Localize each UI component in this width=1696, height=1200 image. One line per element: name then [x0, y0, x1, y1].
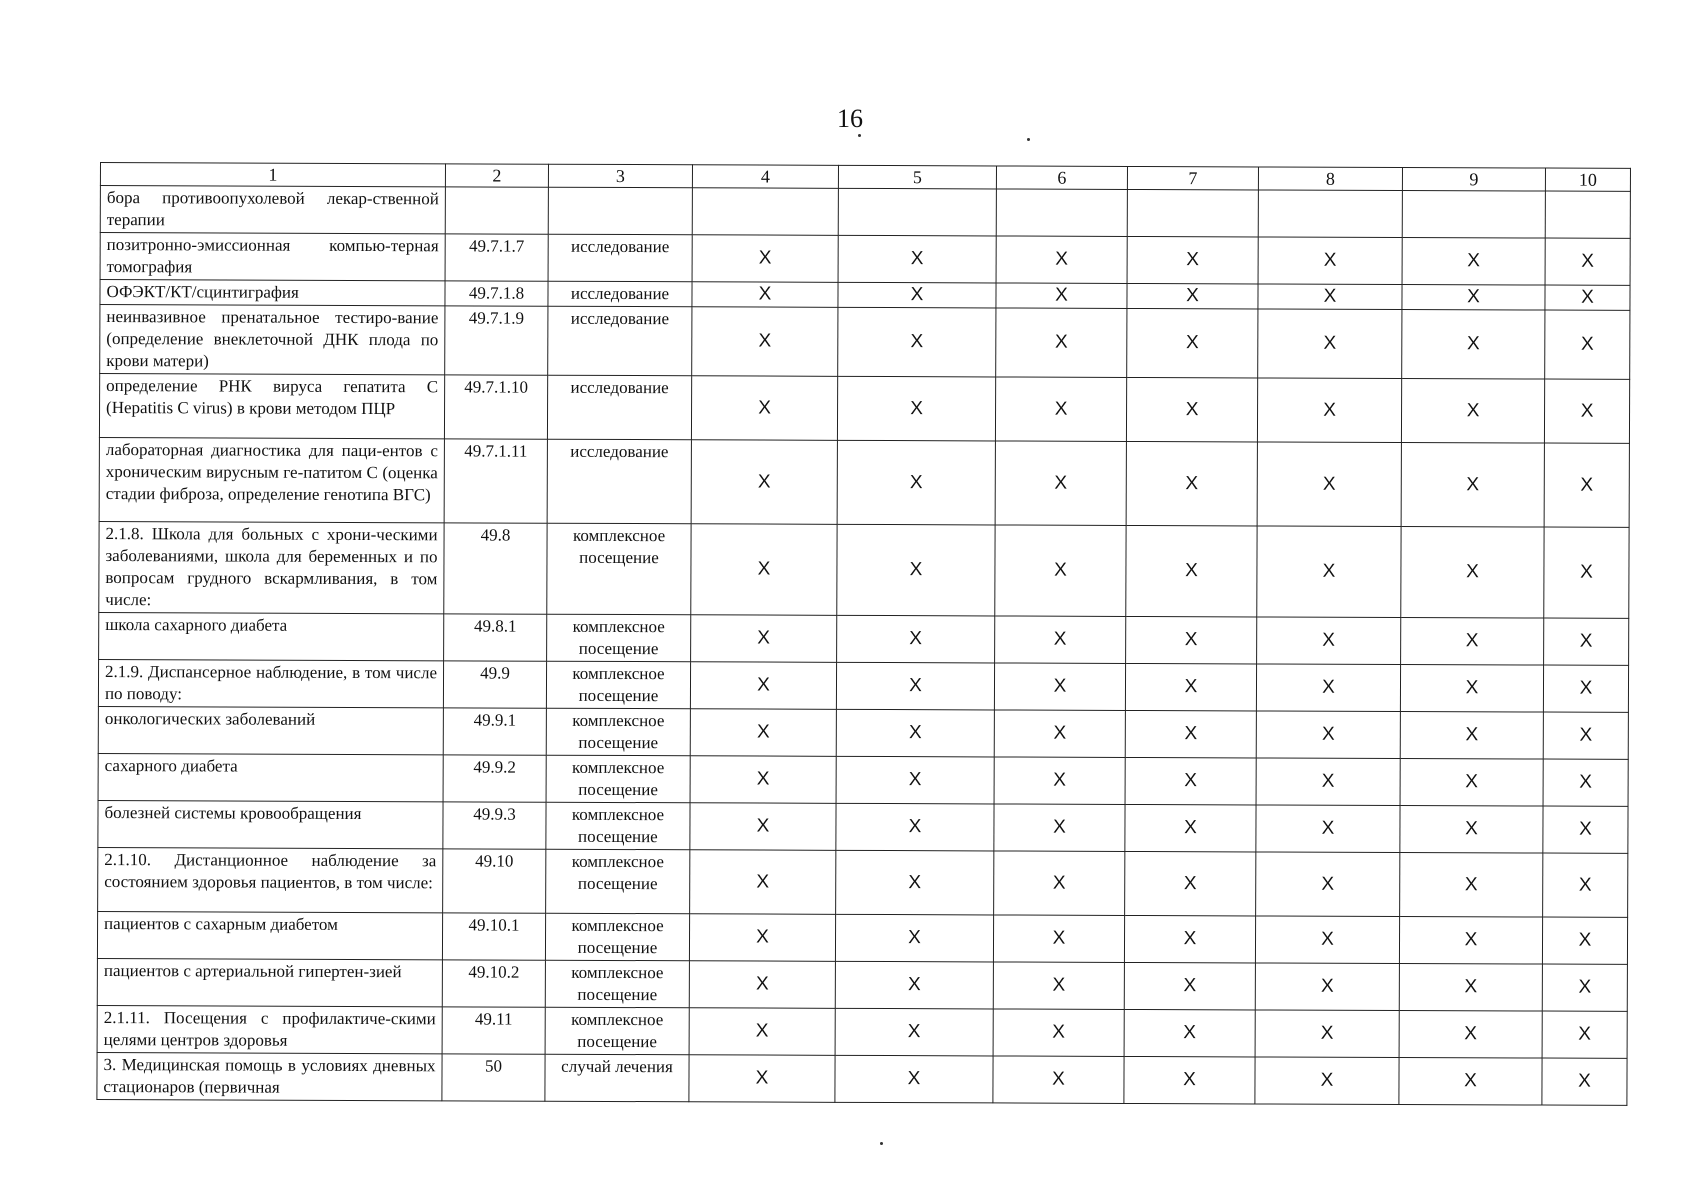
row-code-cell: 49.9.1: [443, 708, 546, 755]
row-mark-cell-col-10: X: [1544, 618, 1629, 665]
row-mark-cell-col-4: X: [692, 235, 838, 283]
row-unit-cell: исследование: [548, 281, 692, 307]
table-row: [99, 437, 1629, 527]
row-name-cell: онкологических заболеваний: [98, 706, 443, 754]
page-number: 16: [837, 104, 863, 133]
row-mark-cell-col-6: X: [994, 757, 1125, 805]
row-mark-cell-col-6: X: [996, 236, 1127, 284]
row-mark-cell-col-8: X: [1255, 916, 1399, 964]
row-name-cell: неинвазивное пренатальное тестиро-вание (определение внеклеточной ДНК плода по крови матери): [100, 305, 445, 375]
table-row: [99, 374, 1629, 444]
row-mark-cell-col-8: X: [1256, 711, 1400, 759]
row-mark-cell-col-5: X: [838, 307, 996, 377]
row-mark-cell-col-8: X: [1256, 664, 1400, 712]
document-table-wrapper: [96, 162, 1630, 1106]
row-mark-cell-col-6: X: [993, 962, 1124, 1010]
row-mark-cell-col-10: X: [1543, 712, 1628, 759]
row-mark-cell-col-7: X: [1124, 1056, 1255, 1104]
row-code-cell: [445, 187, 548, 234]
row-mark-cell-col-10: X: [1542, 964, 1627, 1011]
column-header-9: 9: [1402, 168, 1545, 192]
row-mark-cell-col-7: X: [1124, 915, 1255, 963]
row-mark-cell-col-7: X: [1127, 283, 1258, 309]
row-name-cell: сахарного диабета: [98, 753, 443, 801]
row-mark-cell-col-9: X: [1400, 852, 1543, 917]
row-mark-cell-col-7: X: [1124, 1009, 1255, 1057]
row-mark-cell-col-5: X: [837, 440, 995, 525]
row-mark-cell-col-8: X: [1258, 237, 1402, 285]
row-mark-cell-col-6: X: [996, 308, 1127, 378]
row-mark-cell-col-5: X: [835, 1055, 993, 1103]
row-mark-cell-col-10: X: [1544, 379, 1629, 443]
row-code-cell: 50: [442, 1054, 545, 1101]
row-name-cell: школа сахарного диабета: [99, 612, 444, 660]
row-mark-cell-col-9: X: [1401, 442, 1544, 527]
row-name-cell: позитронно-эмиссионная компью-терная томография: [100, 233, 445, 281]
row-code-cell: 49.10.1: [442, 913, 545, 960]
table-row: [99, 521, 1629, 618]
row-mark-cell-col-6: X: [994, 804, 1125, 852]
row-unit-cell: комплексное посещение: [547, 614, 691, 662]
row-mark-cell-col-9: X: [1402, 238, 1545, 286]
row-mark-cell-col-8: X: [1255, 1010, 1399, 1058]
row-mark-cell-col-6: X: [995, 441, 1126, 526]
row-code-cell: 49.8.1: [444, 614, 547, 661]
row-mark-cell-col-6: X: [995, 377, 1126, 442]
row-mark-cell-col-5: X: [836, 803, 994, 851]
row-mark-cell-col-4: X: [690, 803, 836, 851]
row-mark-cell-col-9: X: [1401, 617, 1544, 665]
row-mark-cell-col-7: X: [1126, 441, 1257, 526]
row-name-cell: 3. Медицинская помощь в условиях дневных стационаров (первичная: [97, 1052, 442, 1100]
row-mark-cell-col-10: X: [1543, 665, 1628, 712]
row-unit-cell: [548, 187, 692, 235]
row-mark-cell-col-6: X: [995, 525, 1126, 617]
row-mark-cell-col-5: X: [835, 1008, 993, 1056]
row-mark-cell-col-5: X: [837, 615, 995, 663]
row-mark-cell-col-6: X: [996, 283, 1127, 309]
row-mark-cell-col-9: X: [1399, 1057, 1542, 1105]
table-row: [97, 958, 1627, 1011]
row-mark-cell-col-5: X: [836, 850, 994, 915]
row-unit-cell: исследование: [548, 306, 692, 376]
row-mark-cell-col-9: X: [1399, 963, 1542, 1011]
row-mark-cell-col-9: X: [1399, 1010, 1542, 1058]
table-row: [98, 659, 1628, 712]
row-mark-cell-col-8: X: [1258, 284, 1402, 310]
row-mark-cell-col-4: X: [692, 282, 838, 308]
row-unit-cell: комплексное посещение: [546, 849, 690, 914]
column-header-4: 4: [692, 165, 838, 189]
row-mark-cell-col-7: X: [1127, 308, 1258, 378]
scan-speck: [858, 134, 861, 137]
row-mark-cell-col-4: X: [692, 307, 838, 377]
row-mark-cell-col-9: X: [1400, 711, 1543, 759]
row-name-cell: определение РНК вируса гепатита С (Hepatitis C virus) в крови методом ПЦР: [99, 374, 444, 439]
table-row: [97, 911, 1627, 964]
row-mark-cell-col-10: X: [1542, 917, 1627, 964]
row-code-cell: 49.9: [443, 661, 546, 708]
row-unit-cell: исследование: [548, 234, 692, 282]
row-unit-cell: комплексное посещение: [546, 708, 690, 756]
row-mark-cell-col-9: X: [1402, 285, 1545, 311]
row-mark-cell-col-5: X: [835, 914, 993, 962]
row-mark-cell-col-6: X: [995, 616, 1126, 664]
table-row: [97, 1052, 1627, 1105]
row-mark-cell-col-7: X: [1125, 757, 1256, 805]
row-mark-cell-col-7: X: [1125, 710, 1256, 758]
row-mark-cell-col-5: [838, 188, 996, 236]
row-mark-cell-col-9: X: [1401, 526, 1544, 618]
table-row: [98, 753, 1628, 806]
row-unit-cell: комплексное посещение: [545, 1007, 689, 1055]
row-mark-cell-col-8: X: [1257, 526, 1401, 618]
column-header-2: 2: [445, 164, 548, 187]
services-table: [96, 162, 1631, 1106]
row-mark-cell-col-6: X: [993, 1056, 1124, 1104]
row-mark-cell-col-5: X: [837, 376, 995, 441]
row-code-cell: 49.7.1.9: [445, 306, 548, 375]
row-mark-cell-col-5: X: [835, 961, 993, 1009]
row-mark-cell-col-4: X: [690, 662, 836, 710]
row-mark-cell-col-8: [1258, 190, 1402, 238]
row-unit-cell: случай лечения: [545, 1054, 689, 1102]
row-mark-cell-col-8: X: [1258, 309, 1402, 379]
table-row: [98, 706, 1628, 759]
row-mark-cell-col-8: X: [1255, 963, 1399, 1011]
table-row: [100, 186, 1630, 239]
row-mark-cell-col-6: X: [994, 851, 1125, 916]
row-mark-cell-col-5: X: [836, 709, 994, 757]
row-code-cell: 49.7.1.10: [444, 375, 547, 439]
row-mark-cell-col-4: X: [690, 850, 836, 915]
row-mark-cell-col-4: X: [691, 440, 837, 525]
row-mark-cell-col-9: X: [1400, 758, 1543, 806]
row-mark-cell-col-7: X: [1124, 962, 1255, 1010]
row-mark-cell-col-10: X: [1545, 285, 1630, 310]
row-mark-cell-col-4: X: [690, 756, 836, 804]
table-row: [99, 612, 1629, 665]
row-mark-cell-col-9: X: [1402, 310, 1545, 380]
row-mark-cell-col-5: X: [836, 662, 994, 710]
row-mark-cell-col-4: X: [689, 1055, 835, 1103]
column-header-5: 5: [838, 165, 996, 189]
table-row: [98, 847, 1628, 917]
row-name-cell: пациентов с сахарным диабетом: [97, 911, 442, 959]
row-mark-cell-col-7: X: [1125, 804, 1256, 852]
row-mark-cell-col-10: X: [1545, 238, 1630, 285]
column-header-3: 3: [548, 164, 692, 188]
row-unit-cell: комплексное посещение: [545, 960, 689, 1008]
row-code-cell: 49.9.3: [443, 802, 546, 849]
row-mark-cell-col-9: X: [1401, 378, 1544, 443]
row-unit-cell: исследование: [547, 439, 691, 524]
row-mark-cell-col-6: X: [994, 663, 1125, 711]
row-mark-cell-col-8: X: [1257, 442, 1401, 527]
row-mark-cell-col-4: X: [691, 524, 837, 616]
row-code-cell: 49.10: [443, 849, 546, 913]
column-header-1: 1: [100, 163, 445, 187]
row-mark-cell-col-7: X: [1126, 377, 1257, 442]
row-code-cell: 49.9.2: [443, 755, 546, 802]
row-name-cell: бора противоопухолевой лекар-ственной терапии: [100, 186, 445, 234]
row-name-cell: болезней системы кровообращения: [98, 800, 443, 848]
row-name-cell: 2.1.8. Школа для больных с хрони-ческими заболеваниями, школа для беременных и по вопросам грудного вскармливания, в том числе:: [99, 521, 444, 613]
row-mark-cell-col-7: X: [1125, 851, 1256, 916]
column-header-6: 6: [996, 166, 1127, 190]
row-mark-cell-col-4: X: [689, 914, 835, 962]
row-mark-cell-col-10: X: [1543, 853, 1628, 917]
row-mark-cell-col-7: X: [1126, 616, 1257, 664]
row-code-cell: 49.10.2: [442, 960, 545, 1007]
row-mark-cell-col-8: X: [1257, 378, 1401, 443]
row-mark-cell-col-7: X: [1125, 663, 1256, 711]
row-mark-cell-col-10: X: [1543, 806, 1628, 853]
row-mark-cell-col-10: X: [1542, 1058, 1627, 1105]
row-mark-cell-col-4: [692, 188, 838, 236]
row-unit-cell: комплексное посещение: [545, 913, 689, 961]
table-row: [98, 800, 1628, 853]
row-mark-cell-col-4: X: [691, 376, 837, 441]
row-code-cell: 49.7.1.7: [445, 234, 548, 281]
row-mark-cell-col-9: X: [1400, 805, 1543, 853]
row-code-cell: 49.7.1.11: [444, 439, 547, 523]
row-mark-cell-col-10: X: [1545, 310, 1630, 379]
row-mark-cell-col-4: X: [691, 615, 837, 663]
row-mark-cell-col-7: X: [1127, 236, 1258, 284]
row-code-cell: 49.11: [442, 1007, 545, 1054]
row-mark-cell-col-7: [1127, 189, 1258, 237]
row-mark-cell-col-6: [996, 189, 1127, 237]
row-mark-cell-col-9: X: [1400, 664, 1543, 712]
row-mark-cell-col-8: X: [1257, 617, 1401, 665]
row-name-cell: 2.1.11. Посещения с профилактиче-скими целями центров здоровья: [97, 1005, 442, 1053]
row-mark-cell-col-10: X: [1544, 527, 1629, 618]
row-mark-cell-col-5: X: [837, 524, 995, 616]
row-unit-cell: исследование: [547, 375, 691, 440]
row-mark-cell-col-6: X: [993, 1009, 1124, 1057]
column-header-8: 8: [1258, 167, 1402, 191]
table-row: [100, 233, 1630, 286]
row-mark-cell-col-8: X: [1256, 852, 1400, 917]
row-code-cell: 49.7.1.8: [445, 281, 548, 306]
row-mark-cell-col-5: X: [836, 756, 994, 804]
table-body: [97, 186, 1630, 1106]
row-unit-cell: комплексное посещение: [546, 755, 690, 803]
row-mark-cell-col-4: X: [689, 961, 835, 1009]
row-mark-cell-col-10: X: [1544, 443, 1629, 527]
row-mark-cell-col-9: [1402, 191, 1545, 239]
row-code-cell: 49.8: [444, 523, 547, 614]
row-mark-cell-col-4: X: [689, 1008, 835, 1056]
scan-speck: [1027, 138, 1030, 141]
row-name-cell: 2.1.9. Диспансерное наблюдение, в том числе по поводу:: [98, 659, 443, 707]
row-name-cell: 2.1.10. Дистанционное наблюдение за состоянием здоровья пациентов, в том числе:: [98, 847, 443, 912]
row-mark-cell-col-5: X: [838, 235, 996, 283]
row-name-cell: лабораторная диагностика для паци-ентов с хроническим вирусным ге-патитом С (оценка стадии фиброза, определение генотипа ВГС): [99, 437, 444, 522]
row-mark-cell-col-8: X: [1256, 805, 1400, 853]
row-mark-cell-col-10: [1545, 191, 1630, 238]
column-header-7: 7: [1127, 166, 1258, 190]
row-mark-cell-col-9: X: [1399, 916, 1542, 964]
scan-speck: [880, 1142, 883, 1145]
row-unit-cell: комплексное посещение: [547, 523, 691, 615]
table-row: [97, 1005, 1627, 1058]
row-mark-cell-col-8: X: [1255, 1057, 1399, 1105]
row-unit-cell: комплексное посещение: [546, 802, 690, 850]
row-mark-cell-col-5: X: [838, 282, 996, 308]
row-mark-cell-col-4: X: [690, 709, 836, 757]
column-header-10: 10: [1545, 168, 1630, 191]
row-mark-cell-col-10: X: [1542, 1011, 1627, 1058]
row-mark-cell-col-6: X: [993, 915, 1124, 963]
table-row: [100, 305, 1630, 380]
row-mark-cell-col-6: X: [994, 710, 1125, 758]
row-name-cell: пациентов с артериальной гипертен-зией: [97, 958, 442, 1006]
row-mark-cell-col-10: X: [1543, 759, 1628, 806]
row-unit-cell: комплексное посещение: [546, 661, 690, 709]
row-mark-cell-col-8: X: [1256, 758, 1400, 806]
row-name-cell: ОФЭКТ/КТ/сцинтиграфия: [100, 280, 445, 306]
row-mark-cell-col-7: X: [1126, 525, 1257, 617]
